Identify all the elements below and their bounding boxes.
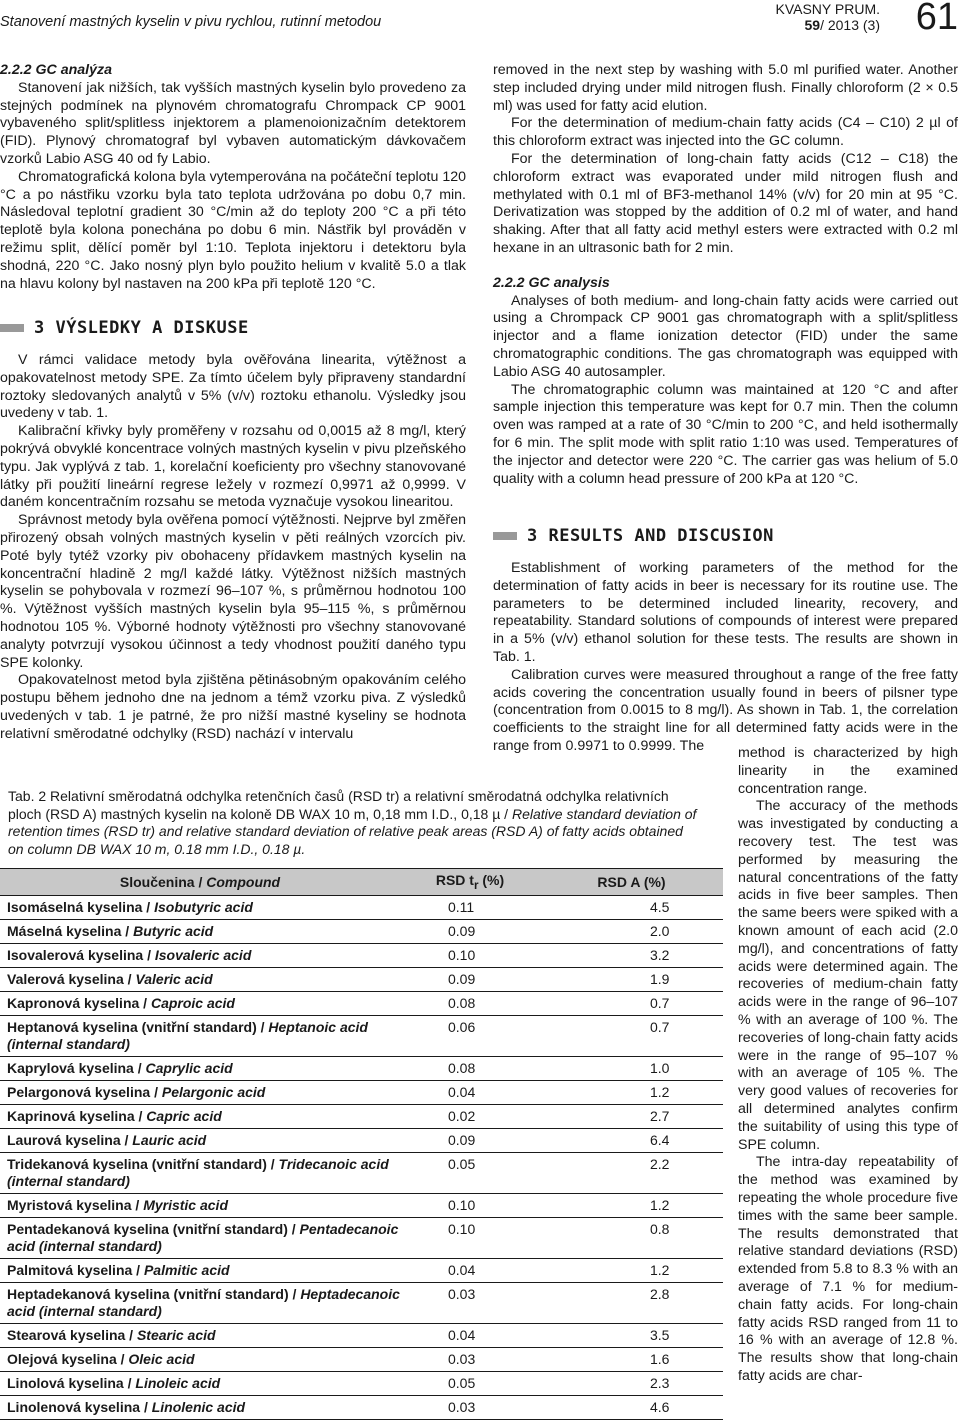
rsd-tr-cell: 0.08: [400, 992, 540, 1016]
rsd-tr-cell: 0.03: [400, 1396, 540, 1420]
rsd-tr-cell: 0.02: [400, 1105, 540, 1129]
rsd-tr-cell: 0.03: [400, 1348, 540, 1372]
compound-name-en: Isobutyric acid: [154, 899, 253, 915]
compound-cell: [0, 896, 400, 920]
table-row: [0, 1194, 723, 1218]
rsd-tr-cell: 0.10: [400, 1218, 540, 1259]
right-paragraph: The accuracy of the methods was investigated by conducting a recovery test. The test was performed by measuring the natural concentrations of the fatty acids in five beer samples. Then the same beers were spiked with a known amount of each acid (2.0 mg/l), and concentrations of fatty acids were determined again. The recoveries of medium-chain fatty acids were in the range of 96–107 % with an average of 100 %. The recoveries of long-chain fatty acids were in the range of 95–107 % with an average of 105 %. The very good values of recoveries for all determined analytes confirm the suitability of using this type of SPE column.: [738, 798, 958, 1153]
compound-cell: [0, 1283, 400, 1324]
compound-name-en: Caproic acid: [150, 995, 235, 1011]
header-rsd-tr: [400, 869, 540, 896]
right-paragraph: For the determination of long-chain fatty acids (C12 – C18) the chloroform extract was evaporated under mild nitrogen flush and methylated with 0.1 ml of BF3-methanol 14% (v/v) for 20 min at 95 °C. Derivatization was stopped by the addition of 0.2 ml of water, and hand shaking. After that all fatty acid methyl esters were extracted with 0.2 ml hexane in an ultrasonic bath for 2 min.: [493, 150, 958, 256]
rsd-a-cell: 1.6: [540, 1348, 723, 1372]
table-row: [0, 1081, 723, 1105]
right-paragraph: Establishment of working parameters of the method for the determination of fatty acids in beer is necessary for its routine use. The parameters to be determined included linearity, recovery, and repeatability. Standard solutions of compounds of interest were prepared in a 5% (v/v) ethanol solution for these tests. The results are shown in Tab. 1.: [493, 560, 958, 665]
compound-cell: [0, 1396, 400, 1420]
compound-name-cz: Heptadekanová kyselina (vnitřní standard) /: [7, 1286, 301, 1302]
rsd-tr-cell: 0.09: [400, 1129, 540, 1153]
compound-cell: [0, 1259, 400, 1283]
rsd-a-cell: 0.7: [540, 992, 723, 1016]
compound-name-cz: Myristová kyselina /: [7, 1197, 144, 1213]
compound-name-cz: Olejová kyselina /: [7, 1351, 129, 1367]
compound-cell: [0, 1105, 400, 1129]
rsd-a-cell: 4.5: [540, 896, 723, 920]
rsd-a-cell: 2.3: [540, 1372, 723, 1396]
right-paragraph: Calibration curves were measured throughout a range of the free fatty acids covering the concentration usually found in beers of pilsner type (concentration from 0.0015 to 8 mg/l). As shown in Tab. 1, the correlation coefficients to the straight line for all determined fatty acids were in the range from 0.9971 to 0.9999. The: [493, 666, 958, 754]
right-results-heading-text: 3 RESULTS AND DISCUSION: [527, 526, 774, 546]
header-rsd-tr-main: RSD t: [435, 872, 474, 889]
journal-name: KVASNY PRUM.: [775, 1, 880, 17]
compound-name-cz: Laurová kyselina /: [7, 1132, 133, 1148]
compound-cell: [0, 968, 400, 992]
table-row: [0, 1259, 723, 1283]
compound-name-cz: Linolová kyselina /: [7, 1375, 136, 1391]
compound-cell: [0, 1324, 400, 1348]
compound-cell: [0, 1057, 400, 1081]
table-caption-cz: Tab. 2 Relativní směrodatná odchylka retenčních časů (RSD tr) a relativní směrodatná odchylka relativních ploch (RSD A) mastných kyselin na koloně DB WAX 10 m, 0,18 mm I.D., 0,18 µ /: [8, 788, 669, 822]
rsd-a-cell: 2.0: [540, 920, 723, 944]
compound-name-cz: Tridekanová kyselina (vnitřní standard) /: [7, 1156, 279, 1172]
compound-name-cz: Palmitová kyselina /: [7, 1262, 144, 1278]
compound-name-en: Heptanoic acid (internal standard): [7, 1019, 368, 1052]
compound-cell: [0, 1016, 400, 1057]
rsd-a-cell: 1.2: [540, 1194, 723, 1218]
running-title: Stanovení mastných kyselin v pivu rychlou, rutinní metodou: [0, 14, 382, 30]
compound-name-en: Capric acid: [146, 1108, 222, 1124]
compound-name-cz: Heptanová kyselina (vnitřní standard) /: [7, 1019, 269, 1035]
right-paragraph: For the determination of medium-chain fatty acids (C4 – C10) 2 µl of this chloroform extract was injected into the GC column.: [493, 115, 958, 150]
heading-bar-icon: [0, 324, 24, 332]
rsd-tr-cell: 0.05: [400, 1153, 540, 1194]
compound-cell: [0, 1194, 400, 1218]
compound-name-cz: Kaprylová kyselina /: [7, 1060, 146, 1076]
compound-cell: [0, 1129, 400, 1153]
rsd-tr-cell: 0.11: [400, 896, 540, 920]
compound-name-en: Oleic acid: [128, 1351, 195, 1367]
rsd-tr-cell: 0.09: [400, 968, 540, 992]
compound-name-cz: Kapronová kyselina /: [7, 995, 151, 1011]
header-rsd-a: RSD A (%): [540, 869, 723, 896]
compound-cell: [0, 1372, 400, 1396]
table-caption-en: Relative standard deviation of retention times (RSD tr) and relative standard deviation of relative peak areas (RSD A) of fatty acids obtained on column DB WAX 10 m, 0.18 mm I.D., 0.18 µ.: [8, 805, 697, 857]
rsd-tr-cell: 0.03: [400, 1283, 540, 1324]
left-results-heading: [0, 318, 249, 338]
table-row: [0, 1324, 723, 1348]
rsd-tr-cell: 0.06: [400, 1016, 540, 1057]
table-body: [0, 896, 723, 1420]
left-paragraph: Správnost metody byla ověřena pomocí výtěžnosti. Nejprve byl změřen přirozený obsah volných mastných kyselin v pěti reálných vzorcích piv. Poté byly tytéž vzorky piv obohaceny přídavkem mastných kyselin na koncentrační hladině 2 mg/l každé látky. Výtěžnost nižších mastných kyselin se pohybovala v rozmezí 96–107 %, s průměrnou hodnotou 100 %. Výtěžnost vyšších mastných kyselin byla 95–115 %, s průměrnou hodnotou 105 %. Výborné hodnoty výtěžnosti pro všechny stanovované analyty potvrzují vysokou účinnost a tedy vhodnost použití daného typu SPE kolonky.: [0, 512, 466, 671]
table-row: [0, 1396, 723, 1420]
compound-cell: [0, 1081, 400, 1105]
right-wrap-column: [738, 745, 958, 1386]
right-paragraph: method is characterized by high linearity in the examined concentration range.: [738, 745, 958, 797]
left-column-top: [0, 62, 466, 293]
table-row: [0, 1218, 723, 1259]
left-paragraph: Kalibrační křivky byly proměřeny v rozsahu od 0,0015 až 8 mg/l, který pokrývá obvyklé koncentrace volných mastných kyselin v pivu plzeňského typu. Jak vyplývá z tab. 1, korelační koeficienty pro všechny stanovované látky při použití lineární regrese ležely v rozmezí 0,9971 až 0,9999. V daném koncentračním rozsahu se metoda vyznačuje vysokou linearitou.: [0, 423, 466, 511]
right-section-heading: 2.2.2 GC analysis: [493, 274, 610, 291]
compound-name-en: Butyric acid: [133, 923, 214, 939]
rsd-a-cell: 6.4: [540, 1129, 723, 1153]
left-section-heading: 2.2.2 GC analýza: [0, 62, 112, 78]
rsd-tr-cell: 0.04: [400, 1324, 540, 1348]
right-paragraph: The intra-day repeatability of the method was examined by repeating the whole procedure five times with the same beer sample. The results demonstrated that relative standard deviations (RSD) extended from 5.8 to 8.3 % with an average of 7.1 % for medium-chain fatty acids. For long-chain fatty acids RSD ranged from 11 to 16 % with an average of 12.8 %. The results show that long-chain fatty acids are char-: [738, 1154, 958, 1384]
right-column-bottom: [493, 560, 958, 756]
rsd-a-cell: 2.2: [540, 1153, 723, 1194]
compound-name-cz: Pentadekanová kyselina (vnitřní standard) /: [7, 1221, 300, 1237]
compound-name-en: Tridecanoic acid (internal standard): [7, 1156, 389, 1189]
rsd-a-cell: 0.8: [540, 1218, 723, 1259]
left-paragraph: Opakovatelnost metod byla zjištěna pětinásobným opakováním celého postupu během jednoho dne na jednom a témž vzorku piva. Z výsledků uvedených v tab. 1 je patrné, že pro nižší mastné kyseliny se hodnota relativní směrodatné odchylky (RSD) nachází v intervalu: [0, 672, 466, 742]
compound-cell: [0, 1153, 400, 1194]
compound-name-cz: Pelargonová kyselina /: [7, 1084, 162, 1100]
header-compound: [0, 869, 400, 896]
left-column-bottom: [0, 352, 466, 744]
table-row: [0, 1057, 723, 1081]
rsd-tr-cell: 0.04: [400, 1259, 540, 1283]
compound-name-en: Isovaleric acid: [154, 947, 252, 963]
header-rsd-tr-tail: (%): [478, 872, 505, 889]
right-column-top: [493, 62, 958, 488]
rsd-a-cell: 3.2: [540, 944, 723, 968]
table-row: [0, 1129, 723, 1153]
table-row: [0, 1283, 723, 1324]
compound-cell: [0, 1218, 400, 1259]
compound-name-cz: Isovalerová kyselina /: [7, 947, 155, 963]
rsd-a-cell: 1.0: [540, 1057, 723, 1081]
compound-name-en: Stearic acid: [136, 1327, 216, 1343]
rsd-a-cell: 0.7: [540, 1016, 723, 1057]
rsd-table: [0, 868, 723, 1420]
compound-name-en: Linolenic acid: [151, 1399, 246, 1415]
table-row: [0, 944, 723, 968]
rsd-a-cell: 2.7: [540, 1105, 723, 1129]
journal-year-issue: / 2013 (3): [820, 17, 880, 33]
rsd-tr-cell: 0.10: [400, 944, 540, 968]
rsd-a-cell: 1.9: [540, 968, 723, 992]
table-row: [0, 1153, 723, 1194]
table-row: [0, 1105, 723, 1129]
rsd-a-cell: 3.5: [540, 1324, 723, 1348]
rsd-tr-cell: 0.10: [400, 1194, 540, 1218]
journal-info: [775, 1, 880, 33]
table-header-row: [0, 869, 723, 896]
compound-name-en: Valeric acid: [135, 971, 213, 987]
rsd-tr-cell: 0.05: [400, 1372, 540, 1396]
header-compound-cz: Sloučenina /: [119, 874, 207, 890]
compound-name-cz: Valerová kyselina /: [7, 971, 136, 987]
compound-name-en: Linoleic acid: [135, 1375, 221, 1391]
compound-name-en: Pelargonic acid: [161, 1084, 266, 1100]
compound-name-en: Caprylic acid: [145, 1060, 233, 1076]
compound-cell: [0, 992, 400, 1016]
table-row: [0, 896, 723, 920]
rsd-a-cell: 2.8: [540, 1283, 723, 1324]
compound-name-en: Palmitic acid: [143, 1262, 230, 1278]
compound-cell: [0, 1348, 400, 1372]
rsd-a-cell: 1.2: [540, 1259, 723, 1283]
compound-name-en: Lauric acid: [132, 1132, 207, 1148]
left-paragraph: Stanovení jak nižších, tak vyšších mastných kyselin bylo provedeno za stejných podmínek na plynovém chromatografu Chrompack CP 9001 vybaveného split/splitless injektorem a plamenoionizačním detektorem (FID). Plynový chromatograf byl vybaven automatickým dávkovačem vzorků Labio ASG 40 od fy Labio.: [0, 79, 466, 167]
right-results-heading: [493, 526, 774, 546]
header-compound-en: Compound: [206, 874, 281, 890]
rsd-a-cell: 4.6: [540, 1396, 723, 1420]
table-caption: [8, 788, 698, 858]
table-row: [0, 920, 723, 944]
rsd-tr-cell: 0.04: [400, 1081, 540, 1105]
table-row: [0, 992, 723, 1016]
compound-name-en: Pentadecanoic acid (internal standard): [7, 1221, 399, 1254]
compound-name-cz: Kaprinová kyselina /: [7, 1108, 147, 1124]
header-rsd-tr-sub: r: [473, 878, 479, 892]
rsd-tr-cell: 0.09: [400, 920, 540, 944]
heading-bar-icon: [493, 532, 517, 540]
journal-volume: 59: [804, 17, 821, 33]
table-row: [0, 1348, 723, 1372]
compound-cell: [0, 920, 400, 944]
page-number: 61: [915, 0, 958, 38]
right-paragraph: The chromatographic column was maintained at 120 °C and after sample injection this temperature was kept for 0.7 min. Then the column oven was ramped at a rate of 30 °C/min to 200 °C, and held isothermally for 6 min. The split mode with split ratio 1:10 was used. Temperatures of the injector and detector were 220 °C. The carrier gas was helium of 5.0 quality with a column head pressure of 200 kPa at 120 °C.: [493, 381, 958, 487]
compound-cell: [0, 944, 400, 968]
left-results-heading-text: 3 VÝSLEDKY A DISKUSE: [34, 318, 249, 338]
right-paragraph: Analyses of both medium- and long-chain fatty acids were carried out using a Chrompack CP 9001 gas chromatograph with a split/splitless injector and a flame ionization detector (FID) under the same chromatographic conditions. The gas chromatograph was equipped with Labio ASG 40 autosampler.: [493, 292, 958, 380]
right-paragraph: removed in the next step by washing with 5.0 ml purified water. Another step included drying under mild nitrogen flush. Finally chloroform (2 × 0.5 ml) was used for fatty acid elution.: [493, 62, 958, 114]
compound-name-cz: Máselná kyselina /: [7, 923, 134, 939]
compound-name-cz: Stearová kyselina /: [7, 1327, 137, 1343]
table-row: [0, 968, 723, 992]
left-paragraph: Chromatografická kolona byla vytemperována na počáteční teplotu 120 °C a po nástřiku vzorku byla tato teplota udržována po dobu 0,7 min. Následoval teplotní gradient 30 °C/min až do teploty 200 °C a při této teplotě byla kolona ponechána po dobu 6 min. Nástřik byl prováděn v režimu split, dělící poměr byl 1:10. Teplota injektoru i detektoru byla shodná, 220 °C. Jako nosný plyn bylo použito helium v kvalitě 5.0 a tlak na hlavu kolony byl nastaven na 200 kPa při teplotě 120 °C.: [0, 168, 466, 292]
compound-name-en: Heptadecanoic acid (internal standard): [7, 1286, 400, 1319]
compound-name-cz: Linolenová kyselina /: [7, 1399, 152, 1415]
left-paragraph: V rámci validace metody byla ověřována linearita, výtěžnost a opakovatelnost metody SPE. Za tímto účelem byly připraveny standardní roztoky sledovaných analytů v 5% (v/v) roztoku ethanolu. Výsledky jsou uvedeny v tab. 1.: [0, 352, 466, 422]
rsd-a-cell: 1.2: [540, 1081, 723, 1105]
table-row: [0, 1016, 723, 1057]
table-row: [0, 1372, 723, 1396]
compound-name-cz: Isomáselná kyselina /: [7, 899, 155, 915]
rsd-tr-cell: 0.08: [400, 1057, 540, 1081]
compound-name-en: Myristic acid: [143, 1197, 229, 1213]
